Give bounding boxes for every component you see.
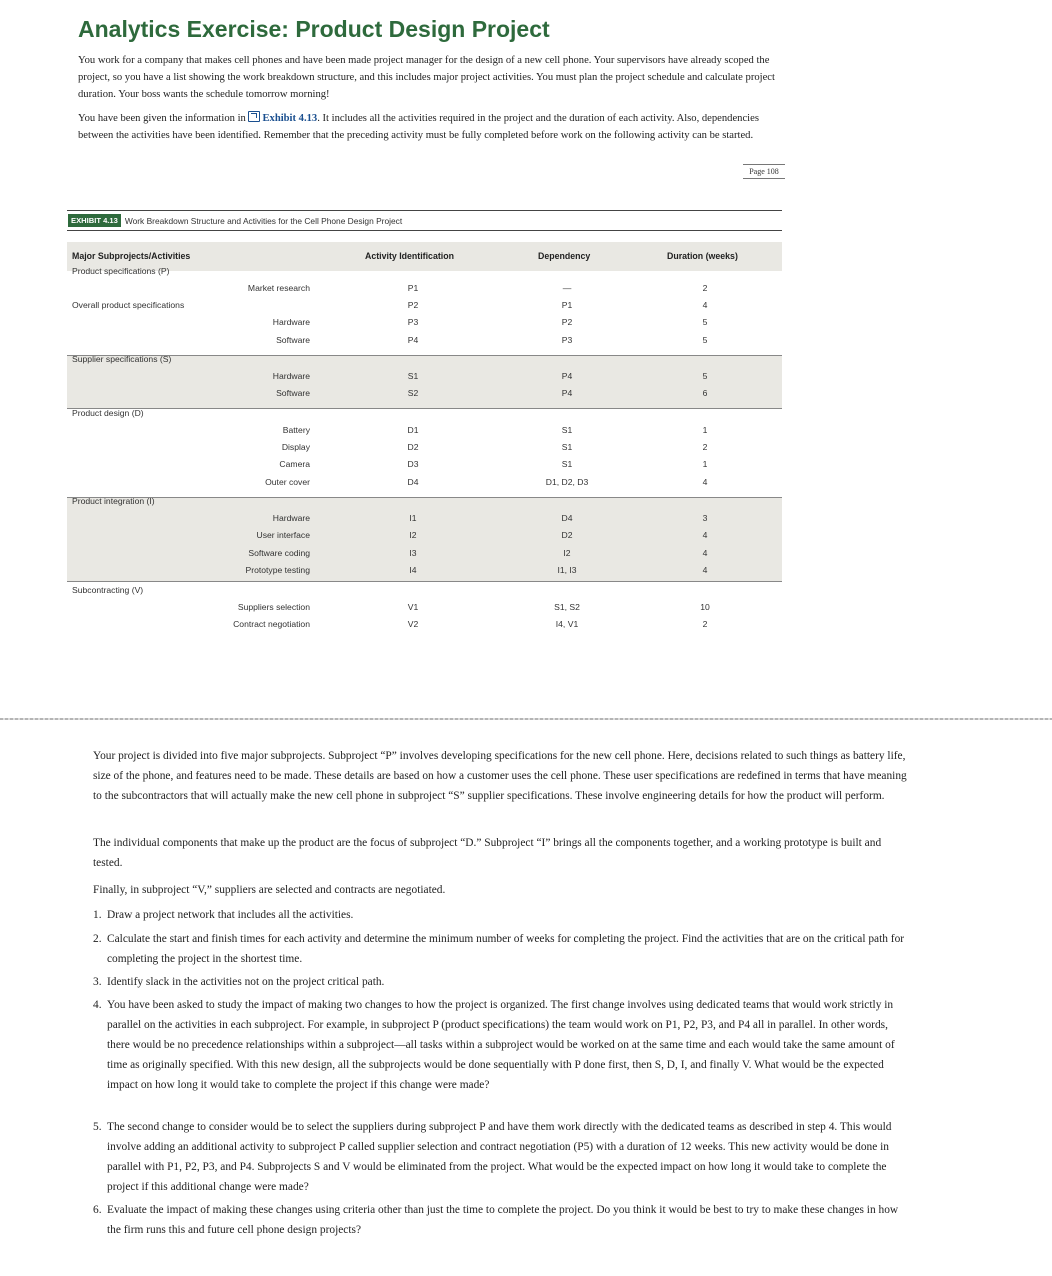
activity-id: I2 [409, 530, 417, 540]
activity-dependency: P3 [561, 335, 573, 345]
activity-duration: 6 [702, 388, 708, 398]
body-paragraph-1: Your project is divided into five major subprojects. Subproject “P” involves developing specifications for the new cell phone. Here, decisions related to such things as battery life, size of the phone, and features need to be made. These details are based on how a customer uses the cell phone. These user specifications are redefined in terms that have meaning to the subcontractors that will actually make the new cell phone in subproject “S” supplier specifications. These involve engineering details for how the product will perform. [93, 750, 907, 802]
header-duration: Duration (weeks) [667, 251, 738, 261]
activity-dependency: S1 [561, 425, 573, 435]
activity-name: Battery [282, 425, 310, 435]
question-item [93, 929, 911, 969]
activity-id: D1 [407, 425, 419, 435]
activity-duration: 1 [702, 459, 708, 469]
question-text: The second change to consider would be to select the suppliers during subproject P and have them work directly with the dedicated teams as described in step 4. This would involve adding an additional activity to subproject P called supplier selection and contract negotiation (P5) with a duration of 12 weeks. This new activity would be done in parallel with P1, P2, P3, and P4. Subprojects S and V would be eliminated from the project. What would be the expected impact on how long it would take to complete the project if this additional change were made? [107, 1121, 892, 1193]
intro-paragraph-1: You work for a company that makes cell phones and have been made project manager for the design of a new cell phone. Your supervisors have already scoped the project, so you have a list showing the work breakdown structure, and this includes major project activities. You must plan the project schedule and calculate project duration. Your boss wants the schedule tomorrow morning! [78, 55, 775, 101]
group-divider [67, 497, 782, 498]
external-link-icon[interactable] [248, 111, 260, 122]
activity-duration: 4 [702, 548, 708, 558]
group-label-p: Product specifications (P) [72, 266, 170, 276]
activity-id: P4 [407, 335, 419, 345]
group-label-s: Supplier specifications (S) [72, 354, 172, 364]
activity-dependency: D1, D2, D3 [545, 477, 589, 487]
body-paragraph-3: Finally, in subproject “V,” suppliers are selected and contracts are negotiated. [93, 884, 446, 896]
question-number: 3. [93, 976, 102, 988]
question-text: Draw a project network that includes all the activities. [107, 909, 354, 921]
activity-dependency: S1, S2 [554, 602, 580, 612]
activity-id: S1 [407, 371, 419, 381]
activity-id: I3 [409, 548, 417, 558]
group-divider [67, 408, 782, 409]
activity-id: I1 [409, 513, 417, 523]
activity-duration: 2 [702, 283, 708, 293]
question-text: Calculate the start and finish times for each activity and determine the minimum number of weeks for completing the project. Find the activities that are on the critical path for completing the project in the shortest time. [107, 933, 905, 965]
question-number: 6. [93, 1204, 102, 1216]
question-text: You have been asked to study the impact of making two changes to how the project is organized. The first change involves using dedicated teams that would work strictly in parallel on the activities in each subproject. For example, in subproject P (product specifications) the team would work on P1, P2, P3, and P4 all in parallel. In other words, there would be no precedence relationships within a subproject—all tasks within a subproject would be worked on at the same time and each would take the same amount of time as originally specified. With this new design, all the subprojects would be done sequentially with P done first, then S, D, I, and finally V. What would be the expected impact on how long it would take to complete the project if this change were made? [107, 999, 895, 1091]
question-item [93, 1117, 911, 1197]
group-band-s [67, 355, 782, 408]
group-divider [67, 355, 782, 356]
activity-name: Outer cover [265, 477, 310, 487]
activity-id: P3 [407, 317, 419, 327]
activity-id: D2 [407, 442, 419, 452]
activity-name: Hardware [272, 513, 310, 523]
activity-dependency: I1, I3 [557, 565, 577, 575]
activity-name: Camera [279, 459, 310, 469]
page-number-marker: Page 108 [743, 164, 785, 179]
group-label-i: Product integration (I) [72, 496, 155, 506]
activity-dependency: P4 [561, 371, 573, 381]
activity-dependency: D4 [561, 513, 573, 523]
activity-dependency: P1 [561, 300, 573, 310]
activity-dependency: S1 [561, 459, 573, 469]
activity-name: Software [276, 335, 310, 345]
activity-id: D3 [407, 459, 419, 469]
activity-dependency: S1 [561, 442, 573, 452]
activity-id: V2 [407, 619, 419, 629]
activity-name: Software coding [248, 548, 310, 558]
question-number: 2. [93, 933, 102, 945]
activity-dependency: P2 [561, 317, 573, 327]
intro-paragraph-2 [78, 110, 788, 144]
activity-duration: 1 [702, 425, 708, 435]
activity-duration: 5 [702, 335, 708, 345]
question-number: 1. [93, 909, 102, 921]
activity-duration: 4 [702, 565, 708, 575]
activity-duration: 4 [702, 530, 708, 540]
activity-duration: 2 [702, 442, 708, 452]
header-activity-id: Activity Identification [365, 251, 454, 261]
activity-duration: 10 [700, 602, 710, 612]
question-text: Evaluate the impact of making these changes using criteria other than just the time to complete the project. Do you think it would be best to try to make these changes in how the firm runs this and future cell phone design projects? [107, 1204, 899, 1236]
activity-duration: 3 [702, 513, 708, 523]
exhibit-badge: EXHIBIT 4.13 [68, 214, 121, 227]
group-label-overall: Overall product specifications [72, 300, 185, 310]
page-break-divider [0, 718, 1052, 720]
activity-dependency: I4, V1 [555, 619, 579, 629]
activity-name: Hardware [272, 317, 310, 327]
exhibit-caption: Work Breakdown Structure and Activities for the Cell Phone Design Project [124, 215, 403, 226]
question-item [93, 1200, 911, 1240]
activity-duration: 2 [702, 619, 708, 629]
activity-duration: 5 [702, 317, 708, 327]
activity-id: P1 [407, 283, 419, 293]
activity-name: Display [281, 442, 310, 452]
exhibit-table [67, 210, 782, 629]
question-item [93, 995, 911, 1095]
exhibit-link[interactable]: Exhibit 4.13 [262, 113, 318, 124]
exhibit-header [67, 210, 782, 231]
activity-id: P2 [407, 300, 419, 310]
activity-name: Contract negotiation [233, 619, 310, 629]
activity-name: Prototype testing [245, 565, 310, 575]
activity-name: Suppliers selection [237, 602, 310, 612]
group-label-d: Product design (D) [72, 408, 144, 418]
activity-name: Market research [247, 283, 310, 293]
activity-duration: 4 [702, 477, 708, 487]
header-subprojects: Major Subprojects/Activities [72, 251, 191, 261]
activity-name: Software [276, 388, 310, 398]
header-dependency: Dependency [538, 251, 591, 261]
activity-id: V1 [407, 602, 419, 612]
activity-name: User interface [256, 530, 310, 540]
group-divider [67, 581, 782, 582]
intro-text-before: You have been given the information in [78, 113, 249, 124]
activity-id: I4 [409, 565, 417, 575]
intro-text-after: . It includes all the activities required in the project and the duration of each activity. Also, dependencies between the activities have been identified. Remember that the preceding activity must be fully completed before work on the following activity can be started. [78, 113, 759, 142]
question-number: 4. [93, 999, 102, 1011]
question-number: 5. [93, 1121, 102, 1133]
page-title: Analytics Exercise: Product Design Project [78, 16, 550, 42]
activity-name: Hardware [272, 371, 310, 381]
question-text: Identify slack in the activities not on the project critical path. [107, 976, 385, 988]
activity-duration: 5 [702, 371, 708, 381]
activity-dependency: P4 [561, 388, 573, 398]
activity-dependency: I2 [563, 548, 571, 558]
activity-duration: 4 [702, 300, 708, 310]
activity-id: D4 [407, 477, 419, 487]
activity-dependency: — [562, 283, 572, 293]
activity-dependency: D2 [561, 530, 573, 540]
question-item [93, 905, 911, 925]
group-label-v: Subcontracting (V) [72, 585, 144, 595]
body-paragraph-2: The individual components that make up the product are the focus of subproject “D.” Subproject “I” brings all the components together, and a working prototype is built and tested. [93, 837, 882, 869]
question-item [93, 972, 911, 992]
activity-id: S2 [407, 388, 419, 398]
